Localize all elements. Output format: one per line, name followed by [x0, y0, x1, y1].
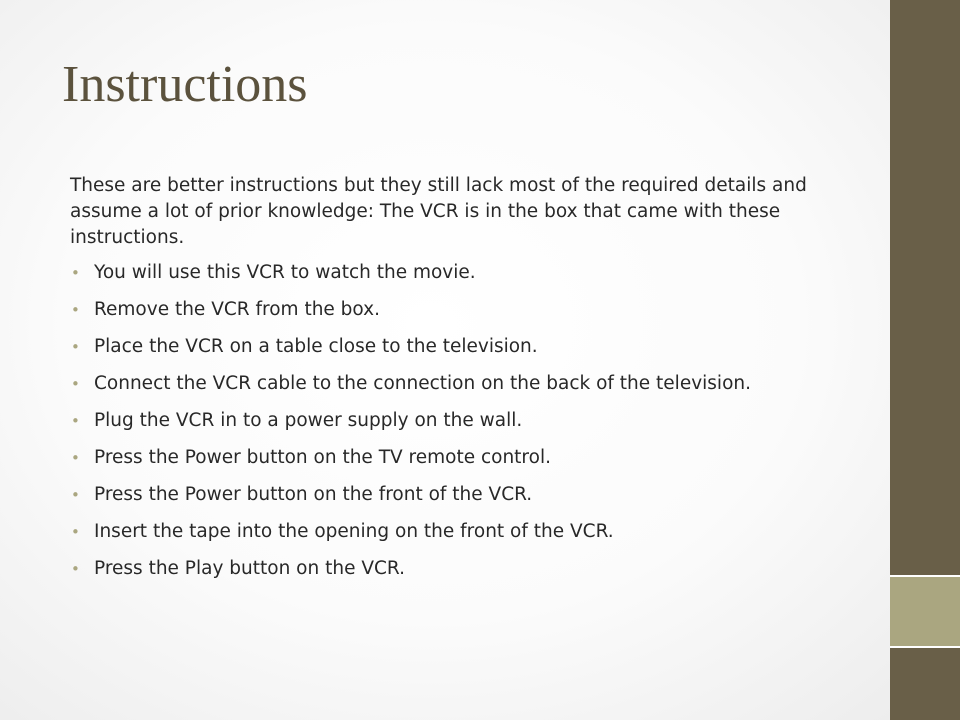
instruction-list	[70, 260, 860, 582]
bullet-icon: •	[71, 338, 80, 356]
list-item	[70, 297, 860, 323]
list-item-text: Press the Play button on the VCR.	[94, 558, 405, 579]
bullet-icon: •	[71, 264, 80, 282]
list-item-text: Remove the VCR from the box.	[94, 299, 381, 320]
list-item-text: Connect the VCR cable to the connection on the back of the television.	[94, 373, 751, 394]
list-item	[70, 445, 860, 471]
list-item-text: Press the Power button on the TV remote control.	[94, 447, 551, 468]
slide-body	[70, 173, 860, 593]
list-item	[70, 519, 860, 545]
bullet-icon: •	[71, 486, 80, 504]
list-item	[70, 334, 860, 360]
intro-paragraph: These are better instructions but they still lack most of the required details and assume a lot of prior knowledge: The VCR is in the box that came with these instructions.	[70, 175, 807, 248]
side-band-accent	[890, 575, 960, 648]
bullet-icon: •	[71, 560, 80, 578]
list-item-text: Press the Power button on the front of the VCR.	[94, 484, 533, 505]
list-item-text: Place the VCR on a table close to the television.	[94, 336, 538, 357]
list-item	[70, 482, 860, 508]
list-item	[70, 556, 860, 582]
band-divider	[890, 646, 960, 648]
bullet-icon: •	[71, 449, 80, 467]
slide-title: Instructions	[62, 56, 308, 113]
list-item	[70, 371, 860, 397]
side-band-top	[890, 0, 960, 575]
bullet-icon: •	[71, 301, 80, 319]
band-divider	[890, 575, 960, 577]
bullet-icon: •	[71, 523, 80, 541]
list-item-text: Insert the tape into the opening on the front of the VCR.	[94, 521, 614, 542]
bullet-icon: •	[71, 375, 80, 393]
list-item	[70, 408, 860, 434]
list-item-text: You will use this VCR to watch the movie.	[94, 262, 476, 283]
list-item-text: Plug the VCR in to a power supply on the wall.	[94, 410, 523, 431]
side-band-bottom	[890, 648, 960, 720]
list-item	[70, 260, 860, 286]
bullet-icon: •	[71, 412, 80, 430]
